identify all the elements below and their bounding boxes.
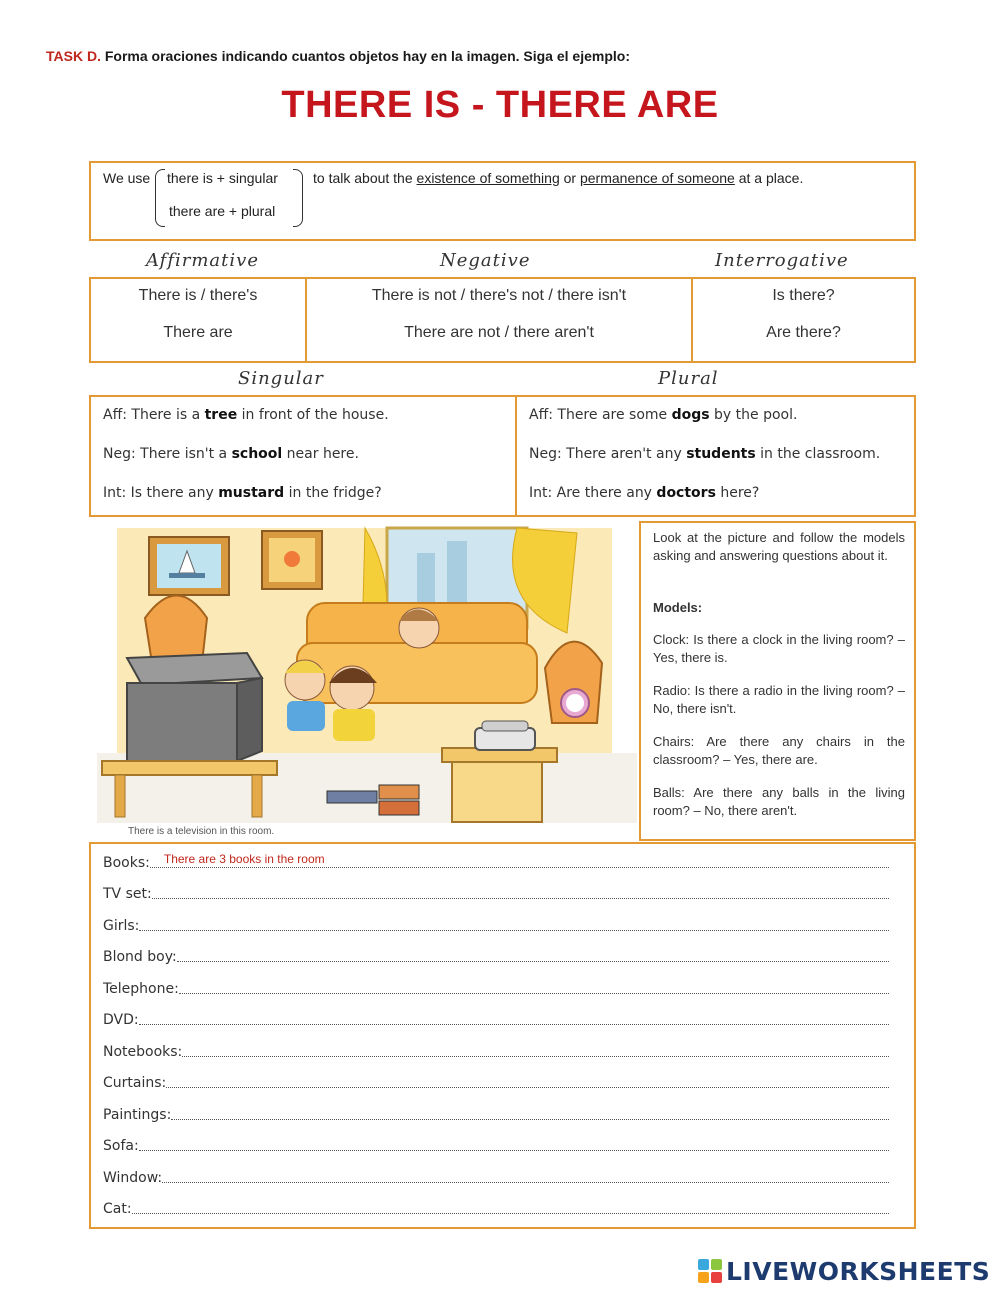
exercise-row-dvd	[103, 1008, 889, 1028]
exercise-row-curtains	[103, 1071, 889, 1091]
task-instruction	[46, 48, 630, 64]
instructions-intro: Look at the picture and follow the models asking and answering questions about it.	[653, 530, 905, 563]
model-balls: Balls: Are there any balls in the living room? – No, there aren't.	[653, 785, 905, 818]
logo-square-red	[711, 1272, 722, 1283]
intro-at-place: at a place.	[738, 170, 804, 186]
answer-line-paintings[interactable]	[171, 1106, 889, 1120]
exercise-row-sofa	[103, 1134, 889, 1154]
answer-line-tv-set[interactable]	[152, 885, 889, 899]
affirmative-plural: There are	[163, 324, 233, 341]
interrogative-plural: Are there?	[766, 324, 841, 341]
living-room-illustration	[97, 523, 637, 841]
logo-square-blue	[698, 1259, 709, 1270]
logo-square-orange	[698, 1272, 709, 1283]
label-tv-set: TV set:	[103, 886, 152, 902]
side-table	[442, 748, 557, 822]
picture-caption: There is a television in this room.	[128, 826, 275, 837]
answer-line-sofa[interactable]	[139, 1137, 889, 1151]
label-sofa: Sofa:	[103, 1138, 139, 1154]
label-dvd: DVD:	[103, 1012, 139, 1028]
intro-existence: existence of something	[416, 170, 560, 186]
negative-column	[307, 279, 693, 361]
label-window: Window:	[103, 1170, 163, 1186]
label-cat: Cat:	[103, 1201, 132, 1217]
model-chairs: Chairs: Are there any chairs in the classroom? – Yes, there are.	[653, 734, 905, 767]
heading-affirmative: Affirmative	[146, 250, 259, 271]
answer-line-girls[interactable]	[139, 917, 889, 931]
painting-boat	[149, 537, 229, 595]
affirmative-column	[91, 279, 307, 361]
model-clock: Clock: Is there a clock in the living room? – Yes, there is.	[653, 632, 905, 665]
plural-example-int: Int: Are there any doctors here?	[529, 485, 760, 501]
label-blond-boy: Blond boy:	[103, 949, 177, 965]
examples-table	[89, 395, 916, 517]
interrogative-singular: Is there?	[772, 287, 835, 304]
exercise-row-cat	[103, 1197, 889, 1217]
negative-plural: There are not / there aren't	[404, 324, 594, 341]
interrogative-column	[693, 279, 914, 361]
telephone	[475, 721, 535, 750]
answer-line-dvd[interactable]	[139, 1011, 889, 1025]
intro-there-is-singular: there is + singular	[167, 170, 278, 186]
task-text: Forma oraciones indicando cuantos objetos hay en la imagen. Siga el ejemplo:	[104, 48, 630, 64]
models-heading: Models:	[653, 600, 703, 615]
logo-text: LIVEWORKSHEETS	[726, 1256, 991, 1286]
label-paintings: Paintings:	[103, 1107, 172, 1123]
singular-example-int: Int: Is there any mustard in the fridge?	[103, 485, 382, 501]
heading-singular: Singular	[238, 368, 324, 389]
intro-talk-about: to talk about the	[313, 170, 413, 186]
exercise-row-girls	[103, 914, 889, 934]
answer-line-notebooks[interactable]	[182, 1043, 889, 1057]
singular-examples	[91, 397, 517, 515]
intro-or: or	[563, 170, 577, 186]
intro-we-use: We use	[103, 170, 151, 186]
exercise-row-paintings	[103, 1103, 889, 1123]
liveworksheets-logo-icon	[698, 1259, 722, 1283]
label-notebooks: Notebooks:	[103, 1044, 183, 1060]
label-books: Books:	[103, 855, 150, 871]
answer-line-books[interactable]	[150, 854, 889, 868]
left-brace	[155, 169, 165, 227]
answer-line-window[interactable]	[162, 1169, 889, 1183]
heading-negative: Negative	[440, 250, 531, 271]
model-radio: Radio: Is there a radio in the living room? – No, there isn't.	[653, 683, 905, 716]
liveworksheets-logo	[698, 1256, 990, 1286]
intro-box	[89, 161, 916, 241]
answer-line-curtains[interactable]	[166, 1074, 889, 1088]
answer-books: There are 3 books in the room	[163, 852, 325, 866]
singular-example-aff: Aff: There is a tree in front of the house.	[103, 407, 389, 423]
intro-sentence	[313, 170, 803, 186]
page-title: THERE IS - THERE ARE	[281, 84, 719, 126]
answer-line-telephone[interactable]	[179, 980, 889, 994]
heading-interrogative: Interrogative	[715, 250, 849, 271]
instructions-box	[639, 521, 916, 841]
exercise-row-books	[103, 851, 889, 871]
right-brace	[293, 169, 303, 227]
exercise-row-notebooks	[103, 1040, 889, 1060]
heading-plural: Plural	[658, 368, 719, 389]
intro-there-are-plural: there are + plural	[169, 203, 276, 219]
label-girls: Girls:	[103, 918, 140, 934]
negative-singular: There is not / there's not / there isn't	[371, 287, 627, 304]
clock	[561, 689, 589, 717]
plural-examples	[517, 397, 914, 515]
affirmative-singular: There is / there's	[138, 287, 258, 304]
label-curtains: Curtains:	[103, 1075, 167, 1091]
answer-line-blond-boy[interactable]	[177, 948, 889, 962]
intro-permanence: permanence of someone	[579, 170, 735, 186]
label-telephone: Telephone:	[103, 981, 179, 997]
forms-table	[89, 277, 916, 363]
exercise-row-tv-set	[103, 882, 889, 902]
exercise-row-blond-boy	[103, 945, 889, 965]
answer-line-cat[interactable]	[132, 1200, 889, 1214]
task-label: TASK D.	[46, 48, 101, 64]
painting-sunset	[262, 531, 322, 589]
plural-example-neg: Neg: There aren't any students in the classroom.	[529, 446, 881, 462]
child-on-sofa	[399, 608, 439, 648]
exercise-box	[89, 842, 916, 1229]
tv-set	[127, 653, 262, 761]
singular-example-neg: Neg: There isn't a school near here.	[103, 446, 359, 462]
exercise-row-telephone	[103, 977, 889, 997]
chair-left	[145, 596, 207, 664]
logo-square-green	[711, 1259, 722, 1270]
exercise-row-window	[103, 1166, 889, 1186]
plural-example-aff: Aff: There are some dogs by the pool.	[529, 407, 798, 423]
